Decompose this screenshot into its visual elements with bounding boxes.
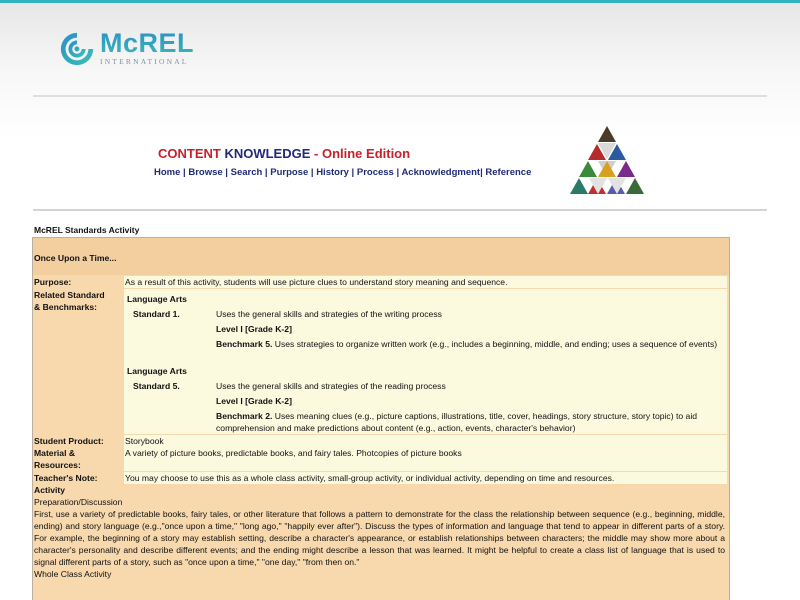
activity-subheading-whole-class: Whole Class Activity [34,569,112,579]
standard-description: Uses the general skills and strategies of the reading process [216,381,446,391]
logo-wordmark: McREL [100,28,195,58]
mcrel-logo-icon [58,30,96,68]
header-divider [33,95,767,97]
standard-description: Uses the general skills and strategies of the writing process [216,309,442,319]
content-knowledge-title [158,146,410,161]
activity-subheading: Preparation/Discussion [34,497,123,507]
nav-purpose-link[interactable]: Purpose [270,167,309,178]
benchmark-label: Benchmark 2. [216,411,273,421]
activity-row [33,484,729,600]
benchmark-label: Benchmark 5. [216,339,273,349]
pyramid-logo-icon [566,124,648,198]
nav-process-link[interactable]: Process [356,167,394,178]
materials-value: A variety of picture books, predictable books, and fairy tales. Photcopies of picture books [124,447,727,471]
standard-number: Standard 5. [133,381,180,391]
benchmark-text: Uses meaning clues (e.g., picture captions, illustrations, title, cover, headings, story structure, story topic) to aid comprehension and make predictions about content (e.g., action, events, character's behavior) [216,411,698,433]
title-part-edition: - Online Edition [310,146,411,161]
purpose-row [33,276,729,288]
student-product-row [33,435,729,447]
nav-search-link[interactable]: Search [230,167,263,178]
activity-body: First, use a variety of predictable books, fairy tales, or other literature that follows a pattern to demonstrate for the class the relationship between sequence (e.g., beginning, middle, ending) and story language (e.g.,"once upon a time," "long ago," "happily ever after"). Discuss the types of information and language that tend to appear in different parts of a story. For example, the beginning of a story may establish setting, describe a character's appearance, or establish relationships between characters; the middle may show more about a character's personality and describe different events; and the ending might describe a lesson that was learned. It might be helpful to create a class list of language that is used to signal different parts of a story, such as "once upon a time," "one day," "from then on." [34,509,725,567]
subject-label: Language Arts [127,366,187,376]
activity-title: Once Upon a Time... [34,253,117,263]
level-label: Level I [Grade K-2] [216,396,292,406]
activity-heading: McREL Standards Activity [34,225,140,235]
standard-number: Standard 1. [133,309,180,319]
benchmark-item [216,338,719,350]
materials-label [34,447,81,471]
materials-row [33,447,729,471]
materials-label-line1: Material & [34,448,76,458]
materials-label-line2: Resources: [34,460,81,470]
nav-home-link[interactable]: Home [154,167,181,178]
top-accent-bar [0,0,800,3]
benchmark-text: Uses strategies to organize written work (e.g., includes a beginning, middle, and ending; uses a sequence of events) [272,339,718,349]
benchmark-item [216,410,719,434]
banner-divider [33,209,767,211]
nav-acknowledgment-link[interactable]: Acknowledgment [401,167,481,178]
nav-browse-link[interactable]: Browse [188,167,223,178]
level-label: Level I [Grade K-2] [216,324,292,334]
purpose-label: Purpose: [34,277,72,287]
nav-reference-link[interactable]: Reference [485,167,532,178]
related-standards-label [34,289,105,313]
mcrel-logo[interactable] [58,29,194,69]
nav-history-link[interactable]: History [316,167,349,178]
purpose-value: As a result of this activity, students will use picture clues to understand story meaning and sequence. [124,276,727,288]
subject-label: Language Arts [127,294,187,304]
related-standards-label-line1: Related Standard [34,290,105,300]
activity-table [32,237,730,600]
teacher-note-label: Teacher's Note: [34,473,98,483]
related-standards-row [33,289,729,434]
related-standards-value [124,289,727,434]
student-product-value: Storybook [124,435,727,447]
title-part-content: CONTENT [158,146,225,161]
activity-label: Activity [34,485,66,495]
title-part-knowledge: KNOWLEDGE [224,146,311,161]
teacher-note-row [33,472,729,484]
main-nav: Home | Browse | Search | Purpose | History | Process | Acknowledgment| Reference [154,167,532,178]
teacher-note-value: You may choose to use this as a whole class activity, small-group activity, or individual activity, depending on time and resources. [124,472,727,484]
related-standards-label-line2: & Benchmarks: [34,302,98,312]
activity-title-row [33,238,729,275]
logo-subtitle: INTERNATIONAL [100,57,189,66]
student-product-label: Student Product: [34,436,104,446]
